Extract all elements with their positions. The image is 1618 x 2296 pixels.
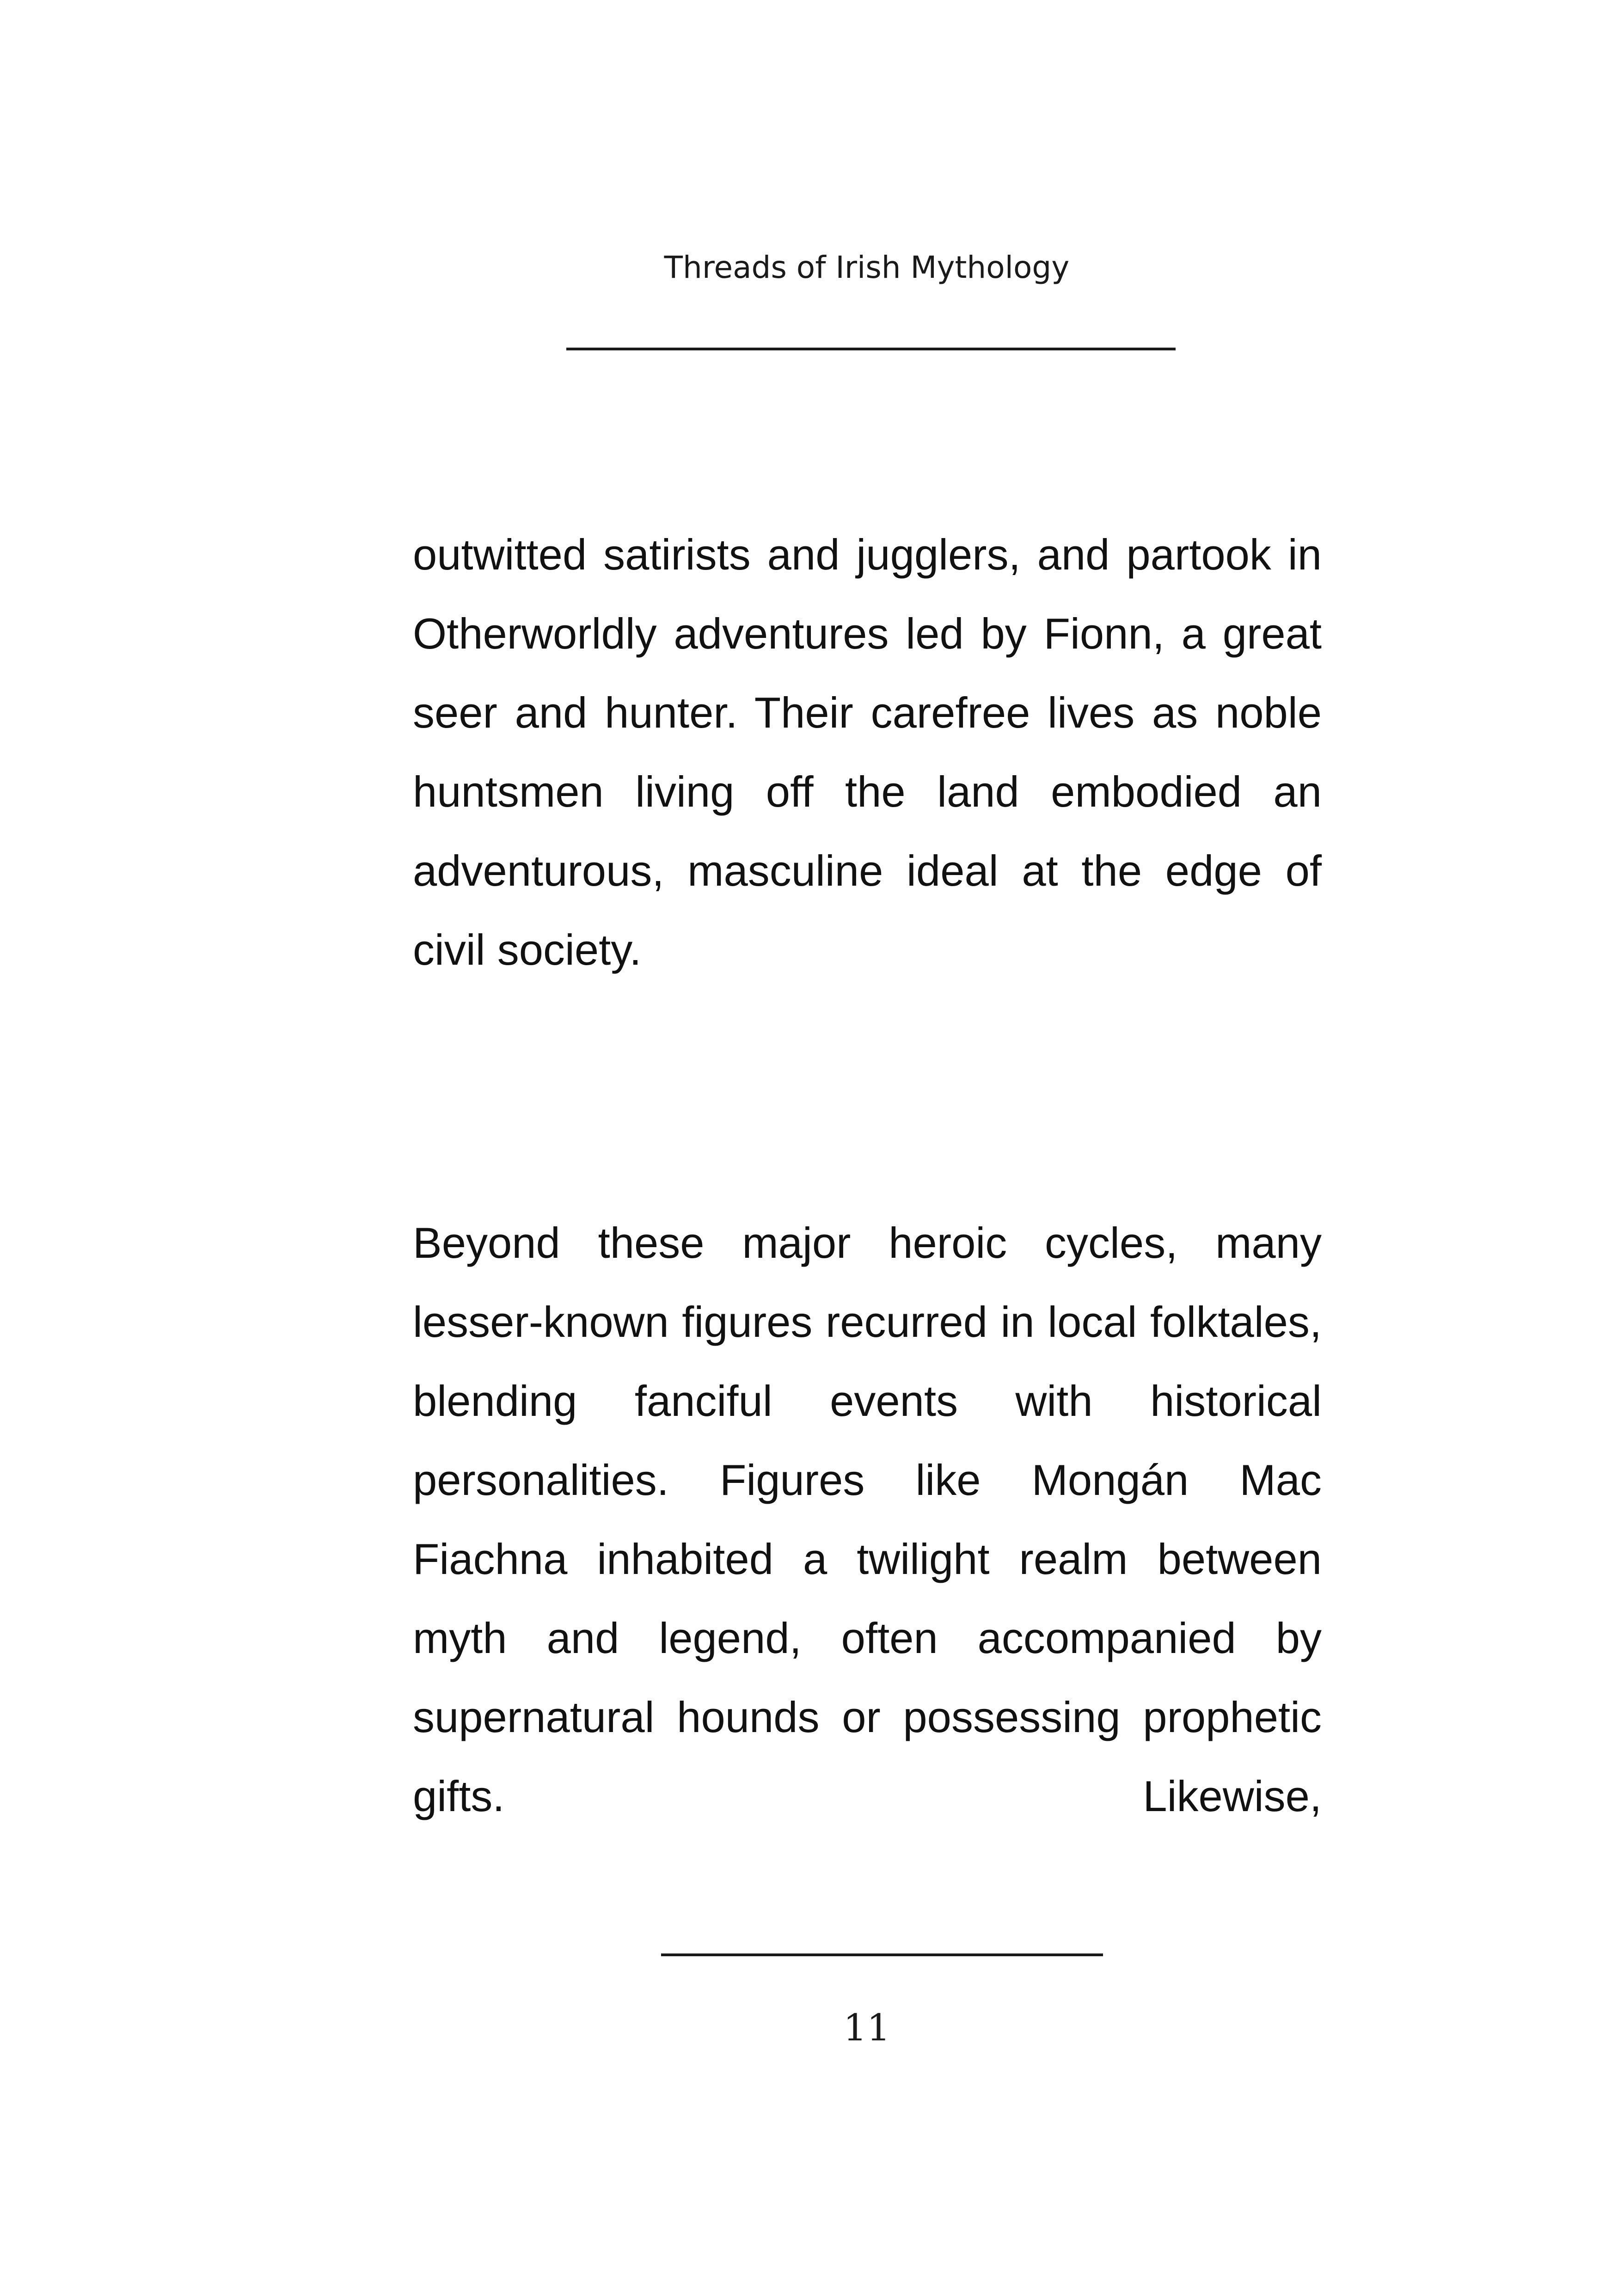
body-paragraph-2: Beyond these major heroic cycles, many lesser-known figures recurred in local folktales, blending fanciful events with historical personalities. Figures like Mongán Mac Fiachna inhabited a twilight realm between myth and legend, often accompanied by supernatural hounds or possessing prophetic gifts. Likewise, (413, 1218, 1322, 1820)
header-rule (566, 348, 1176, 350)
body-paragraph-1: outwitted satirists and jugglers, and partook in Otherworldly adventures led by Fionn, a great seer and hunter. Their carefree lives as noble huntsmen living off the land embodied an adventurous, masculine ideal at the edge of civil society. (413, 530, 1322, 974)
page-number: 11 (843, 2006, 890, 2049)
footer-rule (661, 1953, 1103, 1956)
running-header-title: Threads of Irish Mythology (664, 250, 1070, 285)
